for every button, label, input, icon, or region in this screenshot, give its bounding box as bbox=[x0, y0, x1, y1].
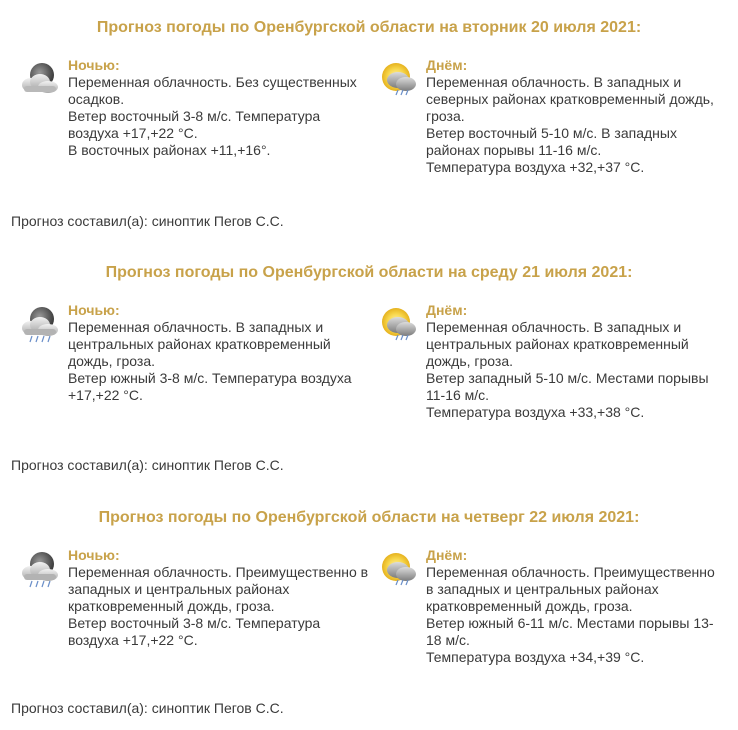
forecast-text: Переменная облачность. В западных и центральных районах кратковременный дождь, гроза. bbox=[426, 319, 689, 369]
night-cloudy-icon bbox=[18, 60, 62, 100]
night-cloudy-rain-icon bbox=[18, 550, 62, 590]
forecast-text: Ветер восточный 3-8 м/с. Температура воздуха +17,+22 °С. bbox=[68, 108, 321, 141]
day-label: Днём: bbox=[426, 302, 468, 318]
forecast-text: Переменная облачность. В западных и северных районах кратковременный дождь, гроза. bbox=[426, 74, 714, 124]
night-forecast bbox=[18, 57, 373, 159]
night-cloudy-rain-icon bbox=[18, 305, 62, 345]
night-forecast bbox=[18, 547, 373, 649]
forecast-block-1 bbox=[0, 0, 738, 240]
forecast-text: В восточных районах +11,+16°. bbox=[68, 142, 271, 158]
day-cloudy-rain-icon bbox=[376, 60, 420, 100]
forecast-text: Переменная облачность. Преимущественно в западных и центральных районах кратковременный дождь, гроза. bbox=[426, 564, 715, 614]
day-label: Днём: bbox=[426, 547, 468, 563]
forecast-author: Прогноз составил(а): синоптик Пегов С.С. bbox=[11, 457, 284, 473]
forecast-text: Температура воздуха +32,+37 °С. bbox=[426, 159, 645, 175]
forecast-block-2 bbox=[0, 245, 738, 485]
night-label: Ночью: bbox=[68, 302, 120, 318]
night-forecast bbox=[18, 302, 373, 404]
day-forecast bbox=[376, 547, 726, 666]
forecast-text: Ветер южный 6-11 м/с. Местами порывы 13-18 м/с. bbox=[426, 615, 714, 648]
forecast-text: Ветер южный 3-8 м/с. Температура воздуха +17,+22 °С. bbox=[68, 370, 352, 403]
forecast-title: Прогноз погоды по Оренбургской области на вторник 20 июля 2021: bbox=[96, 19, 642, 36]
forecast-block-3 bbox=[0, 490, 738, 730]
forecast-text: Ветер западный 5-10 м/с. Местами порывы 11-16 м/с. bbox=[426, 370, 709, 403]
night-label: Ночью: bbox=[68, 547, 120, 563]
forecast-title: Прогноз погоды по Оренбургской области на четверг 22 июля 2021: bbox=[98, 509, 640, 526]
forecast-title: Прогноз погоды по Оренбургской области на среду 21 июля 2021: bbox=[105, 264, 633, 281]
day-forecast bbox=[376, 57, 726, 176]
night-label: Ночью: bbox=[68, 57, 120, 73]
forecast-text: Температура воздуха +33,+38 °С. bbox=[426, 404, 645, 420]
forecast-author: Прогноз составил(а): синоптик Пегов С.С. bbox=[11, 213, 284, 229]
forecast-text: Ветер восточный 3-8 м/с. Температура воздуха +17,+22 °С. bbox=[68, 615, 321, 648]
forecast-text: Переменная облачность. В западных и центральных районах кратковременный дождь, гроза. bbox=[68, 319, 331, 369]
forecast-text: Переменная облачность. Преимущественно в западных и центральных районах кратковременный дождь, гроза. bbox=[68, 564, 369, 614]
forecast-author: Прогноз составил(а): синоптик Пегов С.С. bbox=[11, 700, 284, 716]
forecast-text: Переменная облачность. Без существенных осадков. bbox=[68, 74, 357, 107]
day-cloudy-rain-icon bbox=[376, 550, 420, 590]
day-cloudy-rain-icon bbox=[376, 305, 420, 345]
forecast-text: Температура воздуха +34,+39 °С. bbox=[426, 649, 645, 665]
day-forecast bbox=[376, 302, 726, 421]
day-label: Днём: bbox=[426, 57, 468, 73]
forecast-text: Ветер восточный 5-10 м/с. В западных районах порывы 11-16 м/с. bbox=[426, 125, 677, 158]
